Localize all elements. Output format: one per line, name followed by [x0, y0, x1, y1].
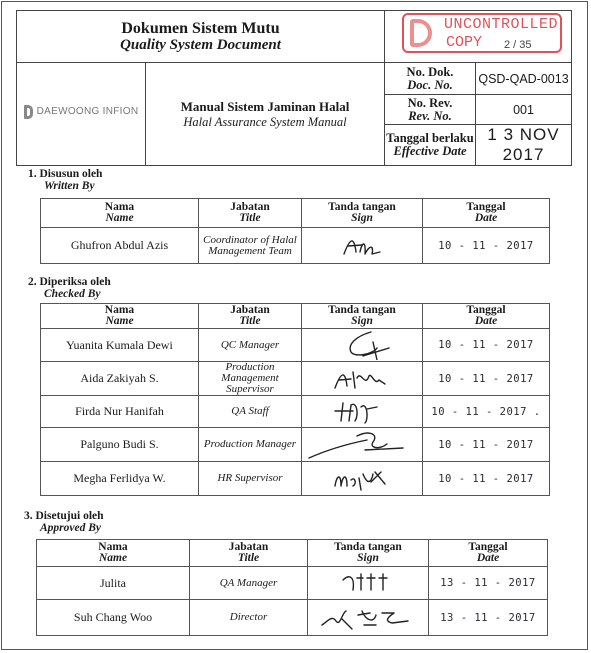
signature-graphic — [327, 397, 397, 427]
signer-title: QA Staff — [199, 396, 302, 428]
signature — [302, 462, 423, 496]
col-sign: Tanda tangan — [328, 201, 396, 213]
signer-title: Director — [190, 600, 308, 636]
table-row — [41, 428, 550, 462]
effective-date-label-en: Effective Date — [393, 144, 467, 158]
sign-date: 10 - 11 - 2017 — [423, 362, 550, 396]
col-date-en: Date — [474, 315, 498, 327]
manual-title: Manual Sistem Jaminan Halal — [180, 98, 350, 114]
logo-text: DAEWOONG INFION — [36, 106, 139, 117]
written-heading-en: Written By — [44, 180, 95, 192]
effective-date-value: 1 3 NOV 2017 — [476, 125, 572, 166]
signer-title: Production Manager — [199, 428, 302, 462]
signer-title: QC Manager — [199, 329, 302, 362]
col-name: Nama — [98, 541, 128, 553]
signer-name: Julita — [37, 567, 190, 600]
signature — [302, 228, 423, 264]
rev-no-label-en: Rev. No. — [408, 108, 452, 123]
logo-cell — [17, 63, 146, 166]
stamp-line1: UNCONTROLLED — [444, 16, 559, 33]
col-date-en: Date — [476, 552, 500, 564]
sign-date: 10 - 11 - 2017 — [423, 329, 550, 362]
col-name-en: Name — [98, 552, 128, 564]
col-title: Jabatan — [230, 304, 270, 316]
doc-no-label-en: Doc. No. — [407, 77, 453, 92]
col-sign-en: Sign — [351, 212, 373, 224]
signer-name: Yuanita Kumala Dewi — [41, 329, 199, 362]
table-row — [37, 567, 548, 600]
col-name-en: Name — [105, 315, 134, 327]
col-sign-en: Sign — [357, 552, 379, 564]
col-date-en: Date — [474, 212, 498, 224]
effective-date-label — [385, 125, 476, 166]
checked-heading-en: Checked By — [44, 288, 101, 300]
signer-title: Coordinator of Halal Management Team — [199, 228, 302, 264]
col-title-en: Title — [239, 315, 261, 327]
approved-heading-en: Approved By — [40, 522, 102, 534]
col-date: Tanggal — [466, 201, 506, 213]
signature-graphic — [327, 464, 397, 494]
signer-title: Production Management Supervisor — [199, 362, 302, 396]
table-row — [41, 462, 550, 496]
col-name: Nama — [104, 304, 135, 316]
company-logo — [24, 105, 139, 119]
document-title: Dokumen Sistem Mutu — [121, 19, 280, 37]
signature-graphic — [332, 232, 392, 260]
doc-no-value: QSD-QAD-0013 — [476, 63, 572, 95]
checked-heading-id: 2. Diperiksa oleh — [28, 276, 111, 288]
signer-name: Ghufron Abdul Azis — [41, 228, 199, 264]
signer-name: Firda Nur Hanifah — [41, 396, 199, 428]
table-row — [41, 396, 550, 428]
stamp-logo-icon — [410, 19, 432, 47]
checked-by-heading — [28, 276, 111, 300]
table-row — [41, 329, 550, 362]
signature — [302, 362, 423, 396]
col-sign: Tanda tangan — [328, 304, 396, 316]
signer-title: QA Manager — [190, 567, 308, 600]
table-row — [41, 228, 550, 264]
signature-graphic — [327, 330, 397, 360]
signature-graphic — [333, 570, 403, 596]
signer-name: Aida Zakiyah S. — [41, 362, 199, 396]
col-name: Nama — [104, 201, 135, 213]
approved-heading-id: 3. Disetujui oleh — [24, 510, 104, 522]
col-sign: Tanda tangan — [334, 541, 402, 553]
logo-icon — [24, 105, 33, 119]
signature-graphic — [307, 430, 417, 460]
doc-no-label — [385, 63, 476, 95]
col-title: Jabatan — [228, 541, 269, 553]
stamp-line2: COPY — [446, 34, 483, 51]
signer-name: Palguno Budi S. — [41, 428, 199, 462]
col-name-en: Name — [105, 212, 134, 224]
signature — [302, 396, 423, 428]
signature — [302, 428, 423, 462]
sign-date: 10 - 11 - 2017 — [423, 428, 550, 462]
signer-name: Megha Ferlidya W. — [41, 462, 199, 496]
written-heading-id: 1. Disusun oleh — [28, 168, 103, 180]
manual-title-en: Halal Assurance System Manual — [183, 114, 347, 129]
signature — [308, 567, 429, 600]
rev-no-value: 001 — [476, 95, 572, 125]
written-by-table — [40, 198, 550, 264]
table-row — [37, 600, 548, 636]
table-header-row — [41, 304, 550, 329]
col-title-en: Title — [237, 552, 260, 564]
col-sign-en: Sign — [351, 315, 373, 327]
effective-date-label-id: Tanggal berlaku — [386, 131, 474, 145]
signature — [308, 600, 429, 636]
signer-name: Suh Chang Woo — [37, 600, 190, 636]
col-title-en: Title — [239, 212, 261, 224]
signature-graphic — [318, 603, 418, 633]
table-header-row — [37, 540, 548, 567]
sign-date: 10 - 11 - 2017 — [423, 228, 550, 264]
rev-no-label — [385, 95, 476, 125]
approved-by-table — [36, 539, 548, 636]
manual-title-cell — [146, 63, 385, 166]
col-date: Tanggal — [468, 541, 508, 553]
document-title-en: Quality System Document — [120, 36, 281, 53]
checked-by-table — [40, 303, 550, 496]
sign-date: 10 - 11 - 2017 — [423, 462, 550, 496]
written-by-heading — [28, 168, 102, 192]
table-row — [41, 362, 550, 396]
approved-by-heading — [24, 510, 104, 534]
col-title: Jabatan — [230, 201, 270, 213]
title-cell — [17, 11, 385, 63]
signature-graphic — [327, 364, 397, 394]
table-header-row — [41, 199, 550, 228]
col-date: Tanggal — [466, 304, 506, 316]
sign-date: 10 - 11 - 2017 . — [423, 396, 550, 428]
signature — [302, 329, 423, 362]
rev-no-label-id: No. Rev. — [407, 95, 453, 110]
page-number: 2 / 35 — [504, 39, 532, 51]
sign-date: 13 - 11 - 2017 — [429, 600, 548, 636]
signer-title: HR Supervisor — [199, 462, 302, 496]
sign-date: 13 - 11 - 2017 — [429, 567, 548, 600]
uncontrolled-copy-stamp — [402, 13, 562, 53]
doc-no-label-id: No. Dok. — [406, 64, 454, 79]
